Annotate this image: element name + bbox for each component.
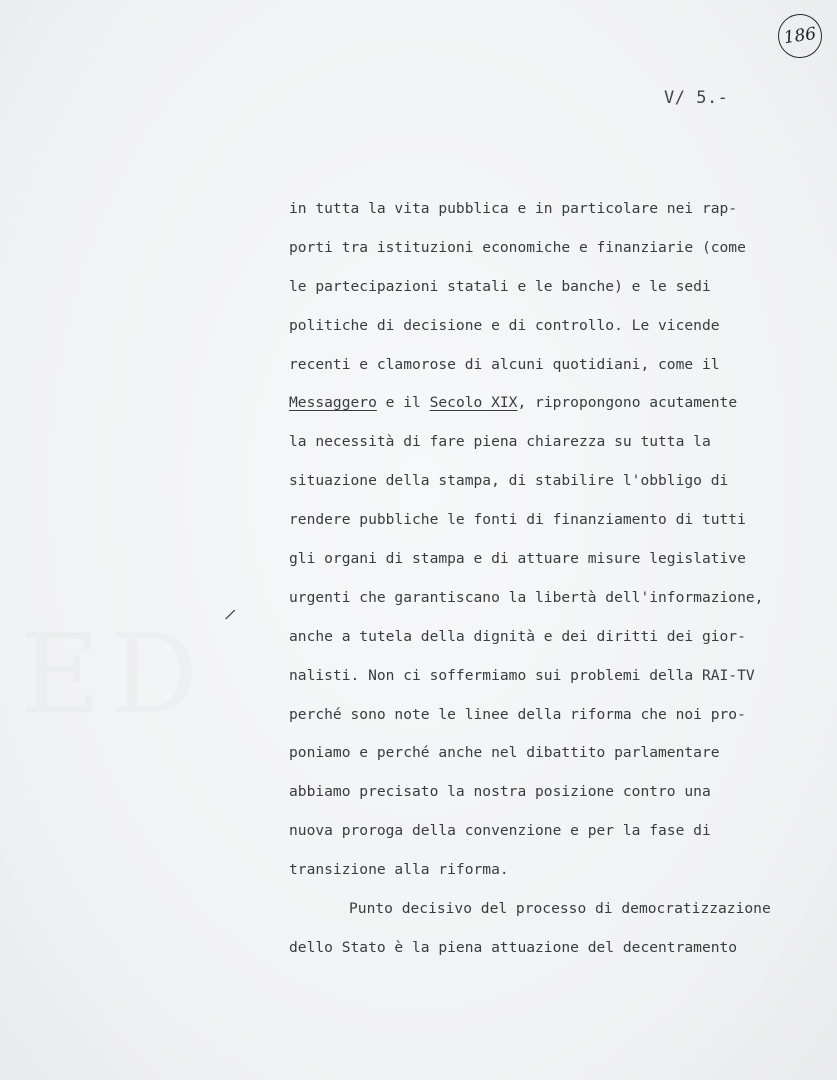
page-reference: V/ 5.- [664,88,729,108]
newspaper-title-secolo-xix: Secolo XIX [429,394,518,412]
text-line-4: politiche di decisione e di controllo. Le vicende [289,316,720,334]
text-line-8: situazione della stampa, di stabilire l'obbligo di [289,472,729,490]
text-line-13: nalisti. Non ci soffermiamo sui problemi della RAI-TV [289,666,755,684]
text-line-18: transizione alla riforma. [289,861,509,879]
text-line-16: abbiamo precisato la nostra posizione contro una [289,783,711,801]
text-line-20: dello Stato è la piena attuazione del decentramento [289,938,738,956]
page-number-stamp [775,11,825,61]
text-line-5: recenti e clamorose di alcuni quotidiani, come il [289,355,720,373]
stamp-number: 186 [782,23,818,49]
text-line-12: anche a tutela della dignità e dei diritti dei gior- [289,627,746,645]
margin-tick-mark: / [223,606,237,625]
newspaper-title-messaggero: Messaggero [289,394,377,412]
text-fragment: e il [376,394,430,412]
text-line-9: rendere pubbliche le fonti di finanziamento di tutti [289,511,746,529]
text-line-10: gli organi di stampa e di attuare misure legislative [289,550,746,568]
text-line-11: urgenti che garantiscano la libertà dell'informazione, [289,588,764,606]
text-line-14: perché sono note le linee della riforma che noi pro- [289,705,746,723]
text-line-17: nuova proroga della convenzione e per la fase di [289,822,711,840]
text-line-6 [289,388,829,427]
text-line-2: porti tra istituzioni economiche e finanziarie (come [289,238,746,256]
text-fragment: , ripropongono acutamente [517,394,738,412]
text-line-1: in tutta la vita pubblica e in particolare nei rap- [289,200,738,217]
text-line-3: le partecipazioni statali e le banche) e le sedi [289,277,711,295]
typed-body-text [289,194,829,972]
text-line-19: Punto decisivo del processo di democratizzazione [349,900,771,918]
text-line-7: la necessità di fare piena chiarezza su tutta la [289,433,711,451]
text-line-15: poniamo e perché anche nel dibattito parlamentare [289,744,720,762]
bleed-through-text [20,610,209,738]
